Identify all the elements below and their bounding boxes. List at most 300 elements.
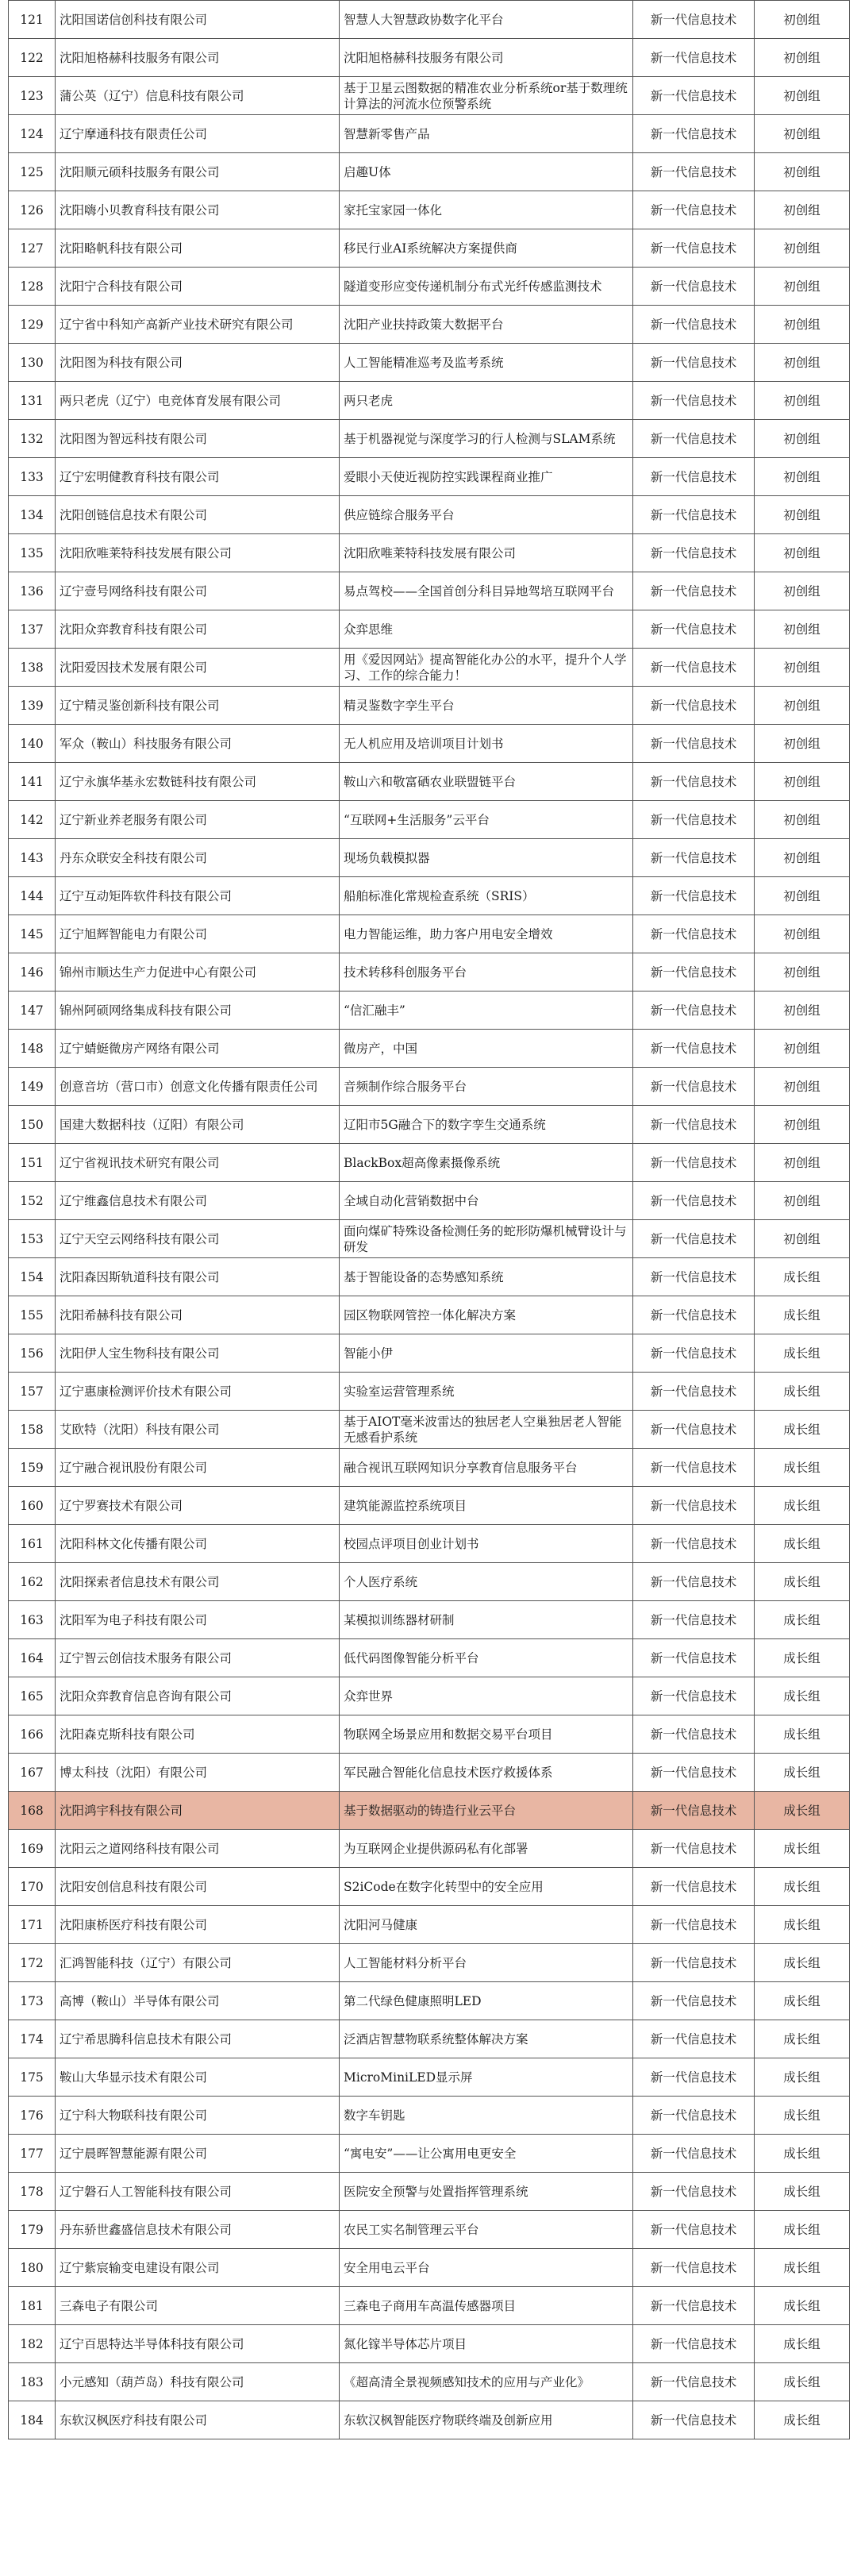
- table-row: [9, 1525, 850, 1563]
- project-name: 鞍山六和敬富硒农业联盟链平台: [340, 763, 633, 801]
- group-category: 成长组: [755, 2249, 850, 2287]
- field-category: 新一代信息技术: [633, 1106, 755, 1144]
- group-category: 成长组: [755, 1868, 850, 1906]
- project-name: 沈阳河马健康: [340, 1906, 633, 1944]
- table-row: [9, 420, 850, 458]
- table-row: [9, 915, 850, 953]
- company-name: 东软汉枫医疗科技有限公司: [56, 2401, 340, 2439]
- group-category: 成长组: [755, 1373, 850, 1411]
- field-category: 新一代信息技术: [633, 1449, 755, 1487]
- group-category: 成长组: [755, 2287, 850, 2325]
- row-number: 150: [9, 1106, 56, 1144]
- project-name: 物联网全场景应用和数据交易平台项目: [340, 1715, 633, 1754]
- field-category: 新一代信息技术: [633, 725, 755, 763]
- field-category: 新一代信息技术: [633, 2135, 755, 2173]
- table-row: [9, 763, 850, 801]
- project-name: 人工智能材料分析平台: [340, 1944, 633, 1982]
- field-category: 新一代信息技术: [633, 1677, 755, 1715]
- company-name: 汇鸿智能科技（辽宁）有限公司: [56, 1944, 340, 1982]
- project-name: 众弈思维: [340, 610, 633, 649]
- table-row: [9, 1830, 850, 1868]
- group-category: 初创组: [755, 153, 850, 191]
- row-number: 172: [9, 1944, 56, 1982]
- company-name: 沈阳军为电子科技有限公司: [56, 1601, 340, 1639]
- group-category: 成长组: [755, 2173, 850, 2211]
- project-name: 船舶标准化常规检查系统（SRIS）: [340, 877, 633, 915]
- group-category: 初创组: [755, 420, 850, 458]
- project-name: 农民工实名制管理云平台: [340, 2211, 633, 2249]
- company-name: 辽宁天空云网络科技有限公司: [56, 1220, 340, 1258]
- project-name: 用《爱因网站》提高智能化办公的水平，提升个人学习、工作的综合能力！: [340, 649, 633, 687]
- table-row: [9, 687, 850, 725]
- row-number: 174: [9, 2020, 56, 2058]
- project-name: 无人机应用及培训项目计划书: [340, 725, 633, 763]
- group-category: 初创组: [755, 77, 850, 115]
- table-row: [9, 382, 850, 420]
- table-row: [9, 1220, 850, 1258]
- company-name: 创意音坊（营口市）创意文化传播有限责任公司: [56, 1068, 340, 1106]
- table-row: [9, 229, 850, 268]
- row-number: 143: [9, 839, 56, 877]
- field-category: 新一代信息技术: [633, 1715, 755, 1754]
- company-name: 沈阳伊人宝生物科技有限公司: [56, 1334, 340, 1373]
- field-category: 新一代信息技术: [633, 1182, 755, 1220]
- company-name: 沈阳众弈教育科技有限公司: [56, 610, 340, 649]
- field-category: 新一代信息技术: [633, 534, 755, 572]
- field-category: 新一代信息技术: [633, 229, 755, 268]
- project-name: S2iCode在数字化转型中的安全应用: [340, 1868, 633, 1906]
- group-category: 初创组: [755, 1220, 850, 1258]
- project-name: “信汇融丰”: [340, 992, 633, 1030]
- field-category: 新一代信息技术: [633, 1220, 755, 1258]
- table-row: [9, 1601, 850, 1639]
- project-name: 面向煤矿特殊设备检测任务的蛇形防爆机械臂设计与研发: [340, 1220, 633, 1258]
- project-name: 医院安全预警与处置指挥管理系统: [340, 2173, 633, 2211]
- field-category: 新一代信息技术: [633, 1296, 755, 1334]
- company-name: 国建大数据科技（辽阳）有限公司: [56, 1106, 340, 1144]
- field-category: 新一代信息技术: [633, 344, 755, 382]
- field-category: 新一代信息技术: [633, 1906, 755, 1944]
- group-category: 初创组: [755, 268, 850, 306]
- field-category: 新一代信息技术: [633, 458, 755, 496]
- row-number: 123: [9, 77, 56, 115]
- row-number: 166: [9, 1715, 56, 1754]
- company-name: 两只老虎（辽宁）电竞体育发展有限公司: [56, 382, 340, 420]
- group-category: 初创组: [755, 496, 850, 534]
- group-category: 成长组: [755, 2058, 850, 2097]
- table-row: [9, 1068, 850, 1106]
- project-name: 人工智能精准巡考及监考系统: [340, 344, 633, 382]
- group-category: 初创组: [755, 1144, 850, 1182]
- table-row: [9, 801, 850, 839]
- group-category: 成长组: [755, 1525, 850, 1563]
- project-name: 园区物联网管控一体化解决方案: [340, 1296, 633, 1334]
- row-number: 124: [9, 115, 56, 153]
- group-category: 初创组: [755, 572, 850, 610]
- field-category: 新一代信息技术: [633, 1639, 755, 1677]
- row-number: 160: [9, 1487, 56, 1525]
- project-name: 技术转移科创服务平台: [340, 953, 633, 992]
- table-row: [9, 1106, 850, 1144]
- company-name: 沈阳图为科技有限公司: [56, 344, 340, 382]
- group-category: 成长组: [755, 1754, 850, 1792]
- group-category: 成长组: [755, 1982, 850, 2020]
- company-name: 辽宁科大物联科技有限公司: [56, 2097, 340, 2135]
- company-name: 沈阳森克斯科技有限公司: [56, 1715, 340, 1754]
- table-row: [9, 115, 850, 153]
- project-name: 智能小伊: [340, 1334, 633, 1373]
- company-name: 辽宁蜻蜓微房产网络有限公司: [56, 1030, 340, 1068]
- results-table: [8, 0, 850, 2439]
- field-category: 新一代信息技术: [633, 1830, 755, 1868]
- group-category: 初创组: [755, 382, 850, 420]
- field-category: 新一代信息技术: [633, 2249, 755, 2287]
- group-category: 初创组: [755, 839, 850, 877]
- table-row: [9, 1373, 850, 1411]
- project-name: 全域自动化营销数据中台: [340, 1182, 633, 1220]
- table-row: [9, 268, 850, 306]
- project-name: 易点驾校——全国首创分科目异地驾培互联网平台: [340, 572, 633, 610]
- project-name: 基于数据驱动的铸造行业云平台: [340, 1792, 633, 1830]
- field-category: 新一代信息技术: [633, 1373, 755, 1411]
- row-number: 169: [9, 1830, 56, 1868]
- group-category: 成长组: [755, 1601, 850, 1639]
- row-number: 128: [9, 268, 56, 306]
- company-name: 沈阳宁合科技有限公司: [56, 268, 340, 306]
- field-category: 新一代信息技术: [633, 1144, 755, 1182]
- row-number: 133: [9, 458, 56, 496]
- row-number: 136: [9, 572, 56, 610]
- field-category: 新一代信息技术: [633, 839, 755, 877]
- company-name: 辽宁融合视讯股份有限公司: [56, 1449, 340, 1487]
- field-category: 新一代信息技术: [633, 115, 755, 153]
- group-category: 初创组: [755, 687, 850, 725]
- group-category: 初创组: [755, 1030, 850, 1068]
- company-name: 沈阳顺元硕科技服务有限公司: [56, 153, 340, 191]
- project-name: 实验室运营管理系统: [340, 1373, 633, 1411]
- table-row: [9, 1982, 850, 2020]
- group-category: 初创组: [755, 534, 850, 572]
- group-category: 成长组: [755, 2211, 850, 2249]
- row-number: 127: [9, 229, 56, 268]
- row-number: 146: [9, 953, 56, 992]
- company-name: 辽宁希思腾科信息技术有限公司: [56, 2020, 340, 2058]
- company-name: 沈阳希赫科技有限公司: [56, 1296, 340, 1334]
- project-name: 氮化镓半导体芯片项目: [340, 2325, 633, 2363]
- field-category: 新一代信息技术: [633, 877, 755, 915]
- row-number: 183: [9, 2363, 56, 2401]
- company-name: 沈阳探索者信息技术有限公司: [56, 1563, 340, 1601]
- company-name: 丹东骄世鑫盛信息技术有限公司: [56, 2211, 340, 2249]
- row-number: 140: [9, 725, 56, 763]
- group-category: 初创组: [755, 915, 850, 953]
- project-name: 基于AIOT毫米波雷达的独居老人空巢独居老人智能无感看护系统: [340, 1411, 633, 1449]
- table-row: [9, 1487, 850, 1525]
- field-category: 新一代信息技术: [633, 2097, 755, 2135]
- table-row: [9, 1334, 850, 1373]
- row-number: 149: [9, 1068, 56, 1106]
- table-row: [9, 1144, 850, 1182]
- group-category: 成长组: [755, 1715, 850, 1754]
- group-category: 成长组: [755, 2325, 850, 2363]
- row-number: 144: [9, 877, 56, 915]
- group-category: 成长组: [755, 1296, 850, 1334]
- project-name: 低代码图像智能分析平台: [340, 1639, 633, 1677]
- table-row: [9, 534, 850, 572]
- company-name: 三森电子有限公司: [56, 2287, 340, 2325]
- field-category: 新一代信息技术: [633, 1525, 755, 1563]
- field-category: 新一代信息技术: [633, 1944, 755, 1982]
- field-category: 新一代信息技术: [633, 915, 755, 953]
- project-name: 智慧人大智慧政协数字化平台: [340, 1, 633, 39]
- project-name: 家托宝家园一体化: [340, 191, 633, 229]
- company-name: 高博（鞍山）半导体有限公司: [56, 1982, 340, 2020]
- project-name: 三森电子商用车高温传感器项目: [340, 2287, 633, 2325]
- row-number: 175: [9, 2058, 56, 2097]
- table-row: [9, 1182, 850, 1220]
- table-row: [9, 344, 850, 382]
- row-number: 126: [9, 191, 56, 229]
- project-name: 众弈世界: [340, 1677, 633, 1715]
- table-row: [9, 1944, 850, 1982]
- project-name: 现场负载模拟器: [340, 839, 633, 877]
- group-category: 成长组: [755, 1487, 850, 1525]
- row-number: 152: [9, 1182, 56, 1220]
- group-category: 成长组: [755, 1411, 850, 1449]
- group-category: 初创组: [755, 115, 850, 153]
- project-name: 移民行业AI系统解决方案提供商: [340, 229, 633, 268]
- project-name: 启趣U体: [340, 153, 633, 191]
- field-category: 新一代信息技术: [633, 1601, 755, 1639]
- project-name: 基于智能设备的态势感知系统: [340, 1258, 633, 1296]
- field-category: 新一代信息技术: [633, 77, 755, 115]
- row-number: 137: [9, 610, 56, 649]
- table-row: [9, 496, 850, 534]
- field-category: 新一代信息技术: [633, 1487, 755, 1525]
- company-name: 沈阳安创信息科技有限公司: [56, 1868, 340, 1906]
- row-number: 147: [9, 992, 56, 1030]
- results-sheet: [8, 0, 849, 2439]
- company-name: 沈阳康桥医疗科技有限公司: [56, 1906, 340, 1944]
- row-number: 165: [9, 1677, 56, 1715]
- project-name: “寓电安”——让公寓用电更安全: [340, 2135, 633, 2173]
- project-name: 校园点评项目创业计划书: [340, 1525, 633, 1563]
- project-name: “互联网+生活服务”云平台: [340, 801, 633, 839]
- row-number: 145: [9, 915, 56, 953]
- field-category: 新一代信息技术: [633, 763, 755, 801]
- group-category: 初创组: [755, 725, 850, 763]
- project-name: MicroMiniLED显示屏: [340, 2058, 633, 2097]
- table-row: [9, 2173, 850, 2211]
- field-category: 新一代信息技术: [633, 953, 755, 992]
- project-name: 沈阳旭格赫科技服务有限公司: [340, 39, 633, 77]
- field-category: 新一代信息技术: [633, 2363, 755, 2401]
- project-name: 基于机器视觉与深度学习的行人检测与SLAM系统: [340, 420, 633, 458]
- project-name: 智慧新零售产品: [340, 115, 633, 153]
- table-row: [9, 572, 850, 610]
- company-name: 辽宁磐石人工智能科技有限公司: [56, 2173, 340, 2211]
- table-row: [9, 992, 850, 1030]
- table-row: [9, 725, 850, 763]
- group-category: 成长组: [755, 1792, 850, 1830]
- group-category: 成长组: [755, 1258, 850, 1296]
- group-category: 初创组: [755, 877, 850, 915]
- company-name: 辽宁晨晖智慧能源有限公司: [56, 2135, 340, 2173]
- project-name: 某模拟训练器材研制: [340, 1601, 633, 1639]
- group-category: 成长组: [755, 1563, 850, 1601]
- row-number: 158: [9, 1411, 56, 1449]
- row-number: 168: [9, 1792, 56, 1830]
- company-name: 沈阳创链信息技术有限公司: [56, 496, 340, 534]
- table-row: [9, 191, 850, 229]
- company-name: 辽宁永旗华基永宏数链科技有限公司: [56, 763, 340, 801]
- row-number: 131: [9, 382, 56, 420]
- project-name: 第二代绿色健康照明LED: [340, 1982, 633, 2020]
- field-category: 新一代信息技术: [633, 2401, 755, 2439]
- group-category: 初创组: [755, 306, 850, 344]
- company-name: 辽宁紫宸输变电建设有限公司: [56, 2249, 340, 2287]
- row-number: 156: [9, 1334, 56, 1373]
- group-category: 初创组: [755, 458, 850, 496]
- row-number: 178: [9, 2173, 56, 2211]
- row-number: 139: [9, 687, 56, 725]
- project-name: 数字车钥匙: [340, 2097, 633, 2135]
- table-row: [9, 2135, 850, 2173]
- company-name: 沈阳科林文化传播有限公司: [56, 1525, 340, 1563]
- field-category: 新一代信息技术: [633, 687, 755, 725]
- field-category: 新一代信息技术: [633, 2020, 755, 2058]
- row-number: 184: [9, 2401, 56, 2439]
- row-number: 179: [9, 2211, 56, 2249]
- project-name: 安全用电云平台: [340, 2249, 633, 2287]
- row-number: 132: [9, 420, 56, 458]
- row-number: 162: [9, 1563, 56, 1601]
- group-category: 成长组: [755, 2135, 850, 2173]
- table-row: [9, 2401, 850, 2439]
- company-name: 辽宁壹号网络科技有限公司: [56, 572, 340, 610]
- row-number: 122: [9, 39, 56, 77]
- table-row: [9, 2097, 850, 2135]
- table-row: [9, 610, 850, 649]
- field-category: 新一代信息技术: [633, 191, 755, 229]
- field-category: 新一代信息技术: [633, 2058, 755, 2097]
- project-name: 精灵鉴数字孪生平台: [340, 687, 633, 725]
- project-name: 《超高清全景视频感知技术的应用与产业化》: [340, 2363, 633, 2401]
- project-name: 东软汉枫智能医疗物联终端及创新应用: [340, 2401, 633, 2439]
- company-name: 辽宁宏明健教育科技有限公司: [56, 458, 340, 496]
- company-name: 蒲公英（辽宁）信息科技有限公司: [56, 77, 340, 115]
- company-name: 沈阳森因斯轨道科技有限公司: [56, 1258, 340, 1296]
- table-row: [9, 2325, 850, 2363]
- company-name: 辽宁旭辉智能电力有限公司: [56, 915, 340, 953]
- project-name: 建筑能源监控系统项目: [340, 1487, 633, 1525]
- company-name: 小元感知（葫芦岛）科技有限公司: [56, 2363, 340, 2401]
- table-row: [9, 1449, 850, 1487]
- field-category: 新一代信息技术: [633, 153, 755, 191]
- company-name: 锦州阿硕网络集成科技有限公司: [56, 992, 340, 1030]
- table-row: [9, 39, 850, 77]
- group-category: 成长组: [755, 1334, 850, 1373]
- project-name: 音频制作综合服务平台: [340, 1068, 633, 1106]
- row-number: 167: [9, 1754, 56, 1792]
- company-name: 辽宁省中科知产高新产业技术研究有限公司: [56, 306, 340, 344]
- field-category: 新一代信息技术: [633, 1258, 755, 1296]
- field-category: 新一代信息技术: [633, 1030, 755, 1068]
- group-category: 成长组: [755, 2097, 850, 2135]
- table-row: [9, 2363, 850, 2401]
- field-category: 新一代信息技术: [633, 572, 755, 610]
- field-category: 新一代信息技术: [633, 306, 755, 344]
- company-name: 军众（鞍山）科技服务有限公司: [56, 725, 340, 763]
- company-name: 博太科技（沈阳）有限公司: [56, 1754, 340, 1792]
- field-category: 新一代信息技术: [633, 1411, 755, 1449]
- row-number: 135: [9, 534, 56, 572]
- row-number: 176: [9, 2097, 56, 2135]
- project-name: 沈阳欣唯莱特科技发展有限公司: [340, 534, 633, 572]
- project-name: 两只老虎: [340, 382, 633, 420]
- row-number: 142: [9, 801, 56, 839]
- row-number: 130: [9, 344, 56, 382]
- field-category: 新一代信息技术: [633, 2325, 755, 2363]
- group-category: 初创组: [755, 801, 850, 839]
- row-number: 180: [9, 2249, 56, 2287]
- company-name: 沈阳略帆科技有限公司: [56, 229, 340, 268]
- field-category: 新一代信息技术: [633, 1563, 755, 1601]
- row-number: 125: [9, 153, 56, 191]
- row-number: 153: [9, 1220, 56, 1258]
- field-category: 新一代信息技术: [633, 992, 755, 1030]
- field-category: 新一代信息技术: [633, 1334, 755, 1373]
- field-category: 新一代信息技术: [633, 268, 755, 306]
- company-name: 丹东众联安全科技有限公司: [56, 839, 340, 877]
- company-name: 辽宁惠康检测评价技术有限公司: [56, 1373, 340, 1411]
- table-row: [9, 458, 850, 496]
- table-row: [9, 839, 850, 877]
- table-row: [9, 1411, 850, 1449]
- table-row: [9, 877, 850, 915]
- project-name: 隧道变形应变传递机制分布式光纤传感监测技术: [340, 268, 633, 306]
- company-name: 辽宁摩通科技有限责任公司: [56, 115, 340, 153]
- results-table-body: [9, 1, 850, 2439]
- group-category: 初创组: [755, 344, 850, 382]
- company-name: 沈阳图为智远科技有限公司: [56, 420, 340, 458]
- project-name: BlackBox超高像素摄像系统: [340, 1144, 633, 1182]
- group-category: 初创组: [755, 1, 850, 39]
- project-name: 爱眼小天使近视防控实践课程商业推广: [340, 458, 633, 496]
- group-category: 初创组: [755, 610, 850, 649]
- row-number: 134: [9, 496, 56, 534]
- project-name: 个人医疗系统: [340, 1563, 633, 1601]
- table-row: [9, 2058, 850, 2097]
- row-number: 138: [9, 649, 56, 687]
- row-number: 163: [9, 1601, 56, 1639]
- project-name: 基于卫星云图数据的精准农业分析系统or基于数理统计算法的河流水位预警系统: [340, 77, 633, 115]
- table-row: [9, 2211, 850, 2249]
- company-name: 辽宁互动矩阵软件科技有限公司: [56, 877, 340, 915]
- row-number: 164: [9, 1639, 56, 1677]
- project-name: 沈阳产业扶持政策大数据平台: [340, 306, 633, 344]
- company-name: 沈阳爱因技术发展有限公司: [56, 649, 340, 687]
- table-row-highlighted: [9, 1792, 850, 1830]
- group-category: 初创组: [755, 39, 850, 77]
- company-name: 辽宁省视讯技术研究有限公司: [56, 1144, 340, 1182]
- table-row: [9, 1906, 850, 1944]
- group-category: 成长组: [755, 2363, 850, 2401]
- field-category: 新一代信息技术: [633, 1868, 755, 1906]
- table-row: [9, 1677, 850, 1715]
- group-category: 初创组: [755, 649, 850, 687]
- project-name: 军民融合智能化信息技术医疗救援体系: [340, 1754, 633, 1792]
